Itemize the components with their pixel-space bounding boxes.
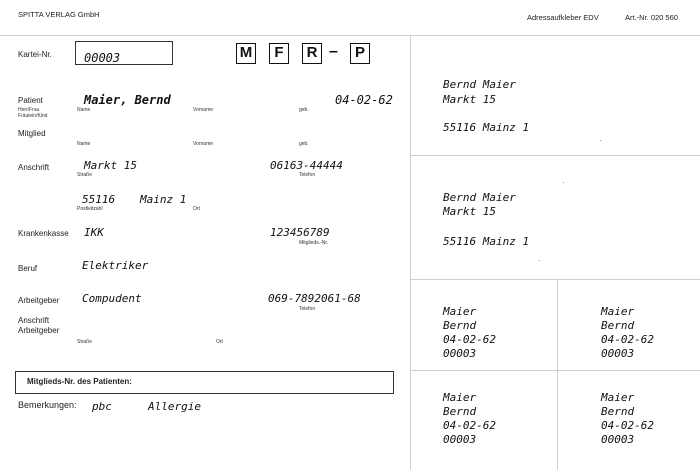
scan-speck [539,260,540,261]
card-label-divider [410,35,411,470]
label-divider-1 [410,155,700,156]
patient-birthdate: 04-02-62 [335,93,393,107]
company-name: SPITTA VERLAG GmbH [18,10,100,19]
birth-caption: geb. [299,107,309,113]
employer-street-caption: Straße [77,339,93,345]
product-name: Adressaufkleber EDV [527,13,599,22]
zip-value: 55116 [82,193,116,206]
member-number-label: Mitglieds-Nr. des Patienten: [27,377,132,386]
street-value: Markt 15 [84,159,137,172]
member-name-caption: Name [77,141,91,147]
city-value: Mainz 1 [140,193,187,206]
small-label-4-number: 00003 [601,433,635,446]
address-label-2-street: Markt 15 [443,205,496,218]
employer-value: Compudent [82,292,142,305]
firstname-caption: Vorname [193,107,214,113]
remarks-label: Bemerkungen: [18,400,77,410]
small-label-2-number: 00003 [601,347,635,360]
scan-speck [563,182,564,183]
employer-phone: 069-7892061-68 [268,292,361,305]
remarks-value-2: Allergie [148,400,201,413]
small-label-3-firstname: Bernd [443,405,477,418]
small-label-1-lastname: Maier [443,305,477,318]
address-label-2-name: Bernd Maier [443,191,516,204]
member-label: Mitglied [18,129,46,138]
address-label: Anschrift [18,163,50,172]
zip-caption: Postleitzahl [77,206,103,212]
member-birth-caption: geb. [299,141,309,147]
small-label-4-birth: 04-02-62 [601,419,654,432]
employer-address-label: Anschrift Arbeitgeber [18,316,60,335]
address-label-2-city: 55116 Mainz 1 [443,235,530,248]
small-label-3-number: 00003 [443,433,477,446]
code-box-m: M [236,43,256,64]
kartei-number: 00003 [84,51,121,65]
code-dash: – [329,43,338,60]
address-label-1-city: 55116 Mainz 1 [443,121,530,134]
kartei-label: Kartei-Nr. [18,50,52,59]
employer-label: Arbeitgeber [18,296,60,305]
article-number: Art.-Nr. 020 560 [625,13,678,22]
patient-salutation-caption: Herr/Frau Fräulein/Kind [18,107,48,119]
code-box-p: P [350,43,370,64]
address-label-1-street: Markt 15 [443,93,496,106]
small-label-2-birth: 04-02-62 [601,333,654,346]
small-label-divider [557,279,558,470]
small-label-1-firstname: Bernd [443,319,477,332]
small-label-2-lastname: Maier [601,305,635,318]
employer-phone-caption: Telefon [299,306,316,312]
remarks-value-1: pbc [92,400,112,413]
patient-label: Patient [18,96,43,105]
name-caption: Name [77,107,91,113]
small-label-4-firstname: Bernd [601,405,635,418]
code-box-f: F [269,43,289,64]
insurance-member-caption: Mitglieds.-Nr. [299,240,329,246]
label-divider-2 [410,279,700,280]
small-label-3-birth: 04-02-62 [443,419,496,432]
insurance-label: Krankenkasse [18,229,69,238]
employer-city-caption: Ort [216,339,223,345]
small-label-1-number: 00003 [443,347,477,360]
insurance-member-number: 123456789 [270,226,330,239]
small-label-1-birth: 04-02-62 [443,333,496,346]
small-label-3-lastname: Maier [443,391,477,404]
label-divider-3 [410,370,700,371]
header-divider [0,35,700,36]
small-label-2-firstname: Bernd [601,319,635,332]
scan-speck [600,140,601,141]
member-firstname-caption: Vorname [193,141,214,147]
phone-value: 06163-44444 [270,159,343,172]
city-caption: Ort [193,206,200,212]
job-label: Beruf [18,264,38,273]
street-caption: Straße [77,172,93,178]
insurance-value: IKK [84,226,104,239]
address-label-1-name: Bernd Maier [443,78,516,91]
phone-caption: Telefon [299,172,316,178]
code-box-r: R [302,43,322,64]
small-label-4-lastname: Maier [601,391,635,404]
job-value: Elektriker [82,259,149,272]
patient-name: Maier, Bernd [84,93,171,107]
